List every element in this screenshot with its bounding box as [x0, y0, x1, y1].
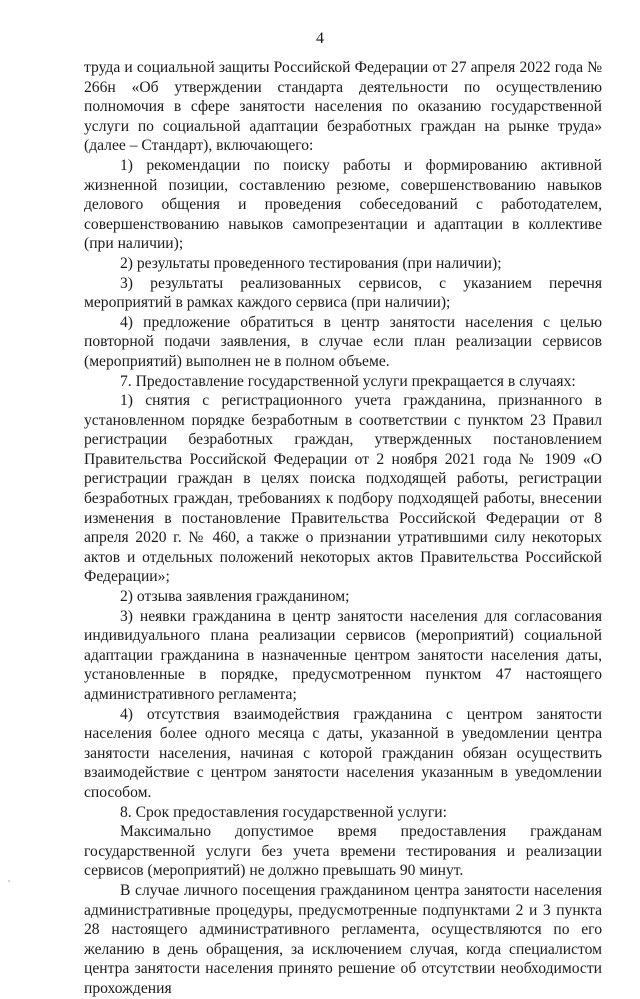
- paragraph-item-4-reapply-offer: 4) предложение обратиться в центр занятости населения с целью повторной подачи заявления, в случае если план реализации сервисов (мероприятий) выполнен не в полном объеме.: [84, 313, 602, 370]
- page-number: 4: [316, 30, 324, 47]
- paragraph-section-7-item-4: 4) отсутствия взаимодействия гражданина с центром занятости населения более одного месяца с даты, указанной в уведомлении центра занятости населения, начиная с которой гражданин обязан осуществить взаимодействие с центром занятости населения указанным в уведомлении способом.: [84, 705, 602, 801]
- paragraph-item-1-recommendations: 1) рекомендации по поиску работы и формированию активной жизненной позиции, составлению резюме, совершенствованию навыков делового общения и проведения собеседований с работодателем, совершенствованию навыков самопрезентации и адаптации в коллективе (при наличии);: [84, 156, 602, 253]
- paragraph-section-8-heading: 8. Срок предоставления государственной услуги:: [120, 803, 447, 821]
- document-body: [84, 58, 602, 999]
- paragraph-standard-continuation: труда и социальной защиты Российской Федерации от 27 апреля 2022 года № 266н «Об утверждении стандарта деятельности по осуществлению полномочия в сфере занятости населения по оказанию государственной услуги по социальной адаптации безработных граждан на рынке труда» (далее – Стандарт), включающего:: [84, 59, 602, 155]
- paragraph-section-8-max-time: Максимально допустимое время предоставления гражданам государственной услуги без учета времени тестирования и реализации сервисов (мероприятий) не должно превышать 90 минут.: [84, 823, 602, 880]
- paragraph-item-3-services-results: 3) результаты реализованных сервисов, с указанием перечня мероприятий в рамках каждого сервиса (при наличии);: [84, 274, 602, 312]
- paragraph-section-7-heading: 7. Предоставление государственной услуги прекращается в случаях:: [120, 372, 576, 390]
- scan-speck: [8, 880, 10, 882]
- paragraph-section-7-item-2: 2) отзыва заявления гражданином;: [120, 588, 350, 606]
- paragraph-section-7-item-1: 1) снятия с регистрационного учета гражданина, признанного в установленном порядке безработным в соответствии с пунктом 23 Правил регистрации безработных граждан, утвержденных постановлением Правительства Российской Федерации от 2 ноября 2021 года № 1909 «О регистрации граждан в целях поиска подходящей работы, регистрации безработных граждан, требованиях к подбору подходящей работы, внесении изменения в постановление Правительства Российской Федерации от 8 апреля 2020 г. № 460, а также о признании утратившими силу некоторых актов и отдельных положений некоторых актов Правительства Российской Федерации»;: [84, 392, 602, 586]
- paragraph-item-2-testing-results: 2) результаты проведенного тестирования (при наличии);: [120, 254, 502, 272]
- paragraph-section-7-item-3: 3) неявки гражданина в центр занятости населения для согласования индивидуального плана реализации сервисов (мероприятий) социальной адаптации гражданина в назначенные центром занятости населения даты, установленные в порядке, предусмотренном пунктом 47 настоящего административного регламента;: [84, 607, 602, 703]
- paragraph-section-8-personal-visit: В случае личного посещения гражданином центра занятости населения административные процедуры, предусмотренные подпунктами 2 и 3 пункта 28 настоящего административного регламента, осуществляются по его желанию в день обращения, за исключением случая, когда специалистом центра занятости населения принято решение об отсутствии необходимости прохождения: [84, 881, 602, 997]
